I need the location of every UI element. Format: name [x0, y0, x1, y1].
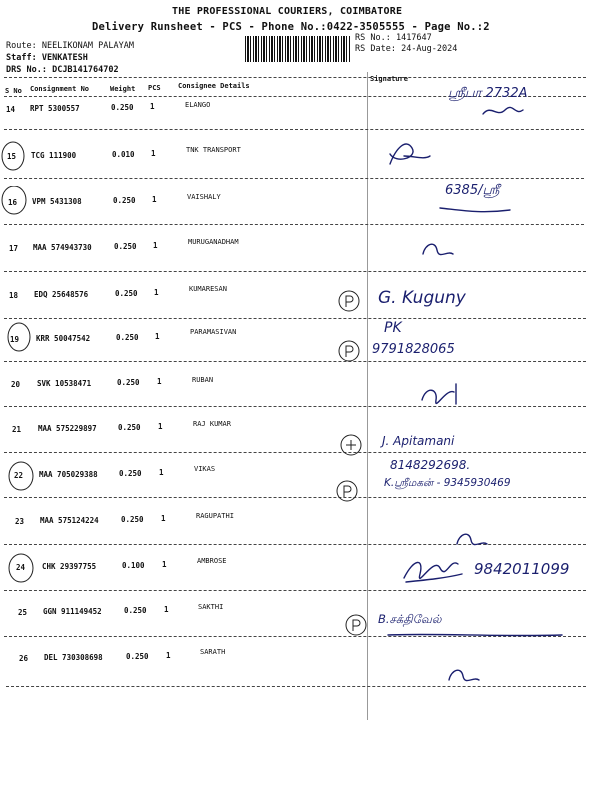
pcs: 1 — [150, 102, 155, 111]
pcs: 1 — [157, 377, 162, 386]
handwritten-note-row21a: J. Apitamani — [382, 434, 455, 448]
pcs: 1 — [153, 241, 158, 250]
row-divider — [4, 271, 586, 272]
sno: 25 — [18, 608, 28, 617]
handwritten-note-row16: 6385/ஸ்ரீ — [445, 183, 500, 198]
handwritten-note-row19a: PK — [384, 320, 402, 336]
circle-mark-icon — [0, 140, 30, 180]
consignee: SAKTHI — [198, 603, 224, 611]
drs-value: DCJB141764702 — [52, 65, 119, 75]
row-divider — [4, 178, 584, 179]
signature-row14 — [478, 100, 528, 122]
consignment-no: VPM 5431308 — [32, 197, 82, 206]
weight: 0.250 — [124, 606, 147, 615]
pcs: 1 — [161, 514, 166, 523]
row-divider — [4, 224, 584, 225]
signature-row23 — [452, 526, 492, 550]
pcs: 1 — [159, 468, 164, 477]
handwritten-note-row18: G. Kuguny — [378, 288, 466, 308]
consignee: VIKAS — [194, 465, 216, 473]
consignee: AMBROSE — [197, 557, 227, 565]
weight: 0.250 — [119, 469, 142, 478]
weight: 0.010 — [112, 150, 135, 159]
circle-mark-icon — [8, 458, 38, 498]
consignment-no: SVK 10538471 — [37, 379, 92, 388]
row-divider — [4, 544, 586, 545]
col-consignment: Consignment No — [30, 85, 90, 93]
consignee: MURUGANADHAM — [188, 238, 239, 246]
circle-mark-icon — [8, 552, 38, 592]
rs-date-line — [355, 44, 457, 54]
header-rule-top — [4, 77, 586, 78]
consignment-no: RPT 5300557 — [30, 104, 80, 113]
route-value: NEELIKONAM PALAYAM — [41, 41, 134, 51]
row-divider — [4, 361, 586, 362]
sno: 23 — [15, 517, 25, 526]
row-divider — [4, 590, 586, 591]
weight: 0.100 — [122, 561, 145, 570]
handwritten-note-row19b: 9791828065 — [372, 342, 455, 357]
consignee: RAJ KUMAR — [193, 420, 231, 428]
rs-date-value: 24-Aug-2024 — [401, 44, 458, 54]
col-signature: Signature — [370, 75, 408, 83]
consignment-no: MAA 575124224 — [40, 516, 99, 525]
handwritten-note-row21b: 8148292698. — [390, 458, 471, 472]
company-title: THE PROFESSIONAL COURIERS, COIMBATORE — [172, 6, 403, 17]
stamp-icon — [338, 432, 364, 458]
pcs: 1 — [164, 605, 169, 614]
stamp-icon — [336, 288, 362, 314]
sno: 21 — [12, 425, 22, 434]
signature-row20 — [416, 378, 472, 408]
consignment-no: MAA 705029388 — [39, 470, 98, 479]
stamp-icon — [334, 478, 360, 504]
consignee: KUMARESAN — [189, 285, 227, 293]
consignment-no: EDQ 25648576 — [34, 290, 89, 299]
circle-mark-icon — [6, 318, 36, 358]
sno: 14 — [6, 105, 16, 114]
route-line — [6, 41, 134, 51]
consignee: TNK TRANSPORT — [186, 146, 241, 154]
sno: 24 — [16, 563, 26, 572]
drs-line — [6, 65, 119, 75]
signature-underline — [386, 630, 566, 640]
consignment-no: CHK 29397755 — [42, 562, 97, 571]
sno: 18 — [9, 291, 19, 300]
row-divider — [4, 406, 586, 407]
runsheet-title: Delivery Runsheet - PCS - Phone No.:0422-3505555 - Page No.:2 — [92, 21, 490, 33]
row-divider — [4, 318, 586, 319]
weight: 0.250 — [121, 515, 144, 524]
weight: 0.250 — [126, 652, 149, 661]
col-consignee: Consignee Details — [178, 82, 250, 90]
handwritten-note-row25: B.சக்திவேல் — [378, 612, 442, 626]
rs-date-label: RS Date: — [355, 44, 396, 54]
weight: 0.250 — [116, 333, 139, 342]
sno: 22 — [14, 471, 24, 480]
staff-label: Staff: — [6, 53, 37, 63]
handwritten-note-row22: K.ஸ்ரீமகன் - 9345930469 — [384, 477, 511, 489]
stamp-icon — [343, 612, 369, 638]
col-sno: S No — [5, 87, 22, 95]
weight: 0.250 — [118, 423, 141, 432]
barcode — [245, 36, 350, 62]
circle-mark-icon — [0, 186, 30, 226]
handwritten-note-row14: ஸ்ரீபா 2732A — [448, 86, 528, 101]
pcs: 1 — [166, 651, 171, 660]
weight: 0.250 — [114, 242, 137, 251]
consignment-no: MAA 574943730 — [33, 243, 92, 252]
signature-row26 — [444, 660, 484, 686]
staff-value: VENKATESH — [41, 53, 88, 63]
consignee: RUBAN — [192, 376, 214, 384]
consignee: VAISHALY — [187, 193, 221, 201]
sno: 26 — [19, 654, 29, 663]
col-pcs: PCS — [148, 84, 161, 92]
sno: 19 — [10, 335, 20, 344]
consignee: RAGUPATHI — [196, 512, 234, 520]
weight: 0.250 — [117, 378, 140, 387]
col-weight: Weight — [110, 85, 136, 93]
handwritten-note-row24: 9842011099 — [474, 560, 570, 578]
rs-no-line — [355, 33, 432, 43]
weight: 0.250 — [113, 196, 136, 205]
weight: 0.250 — [111, 103, 134, 112]
row-divider — [6, 686, 586, 687]
sno: 17 — [9, 244, 19, 253]
sno: 15 — [7, 152, 17, 161]
pcs: 1 — [155, 332, 160, 341]
row-divider — [4, 129, 584, 130]
consignment-no: KRR 50047542 — [36, 334, 91, 343]
pcs: 1 — [152, 195, 157, 204]
staff-line — [6, 53, 88, 63]
sno: 20 — [11, 380, 21, 389]
rs-no-value: 1417647 — [395, 33, 432, 43]
consignment-no: TCG 111900 — [31, 151, 77, 160]
consignment-no: DEL 730308698 — [44, 653, 103, 662]
weight: 0.250 — [115, 289, 138, 298]
drs-label: DRS No.: — [6, 65, 47, 75]
pcs: 1 — [162, 560, 167, 569]
stamp-icon — [336, 338, 362, 364]
signature-row16 — [436, 196, 516, 216]
row-divider — [4, 452, 586, 453]
consignment-no: GGN 911149452 — [43, 607, 102, 616]
signature-row15 — [384, 136, 434, 172]
signature-row24 — [398, 552, 468, 588]
consignment-no: MAA 575229897 — [38, 424, 97, 433]
sno: 16 — [8, 198, 18, 207]
consignee: SARATH — [200, 648, 226, 656]
pcs: 1 — [151, 149, 156, 158]
consignee: PARAMASIVAN — [190, 328, 237, 336]
route-label: Route: — [6, 41, 37, 51]
pcs: 1 — [158, 422, 163, 431]
signature-row17 — [418, 236, 458, 260]
row-divider — [4, 497, 586, 498]
pcs: 1 — [154, 288, 159, 297]
consignee: ELANGO — [185, 101, 211, 109]
rs-no-label: RS No.: — [355, 33, 391, 43]
